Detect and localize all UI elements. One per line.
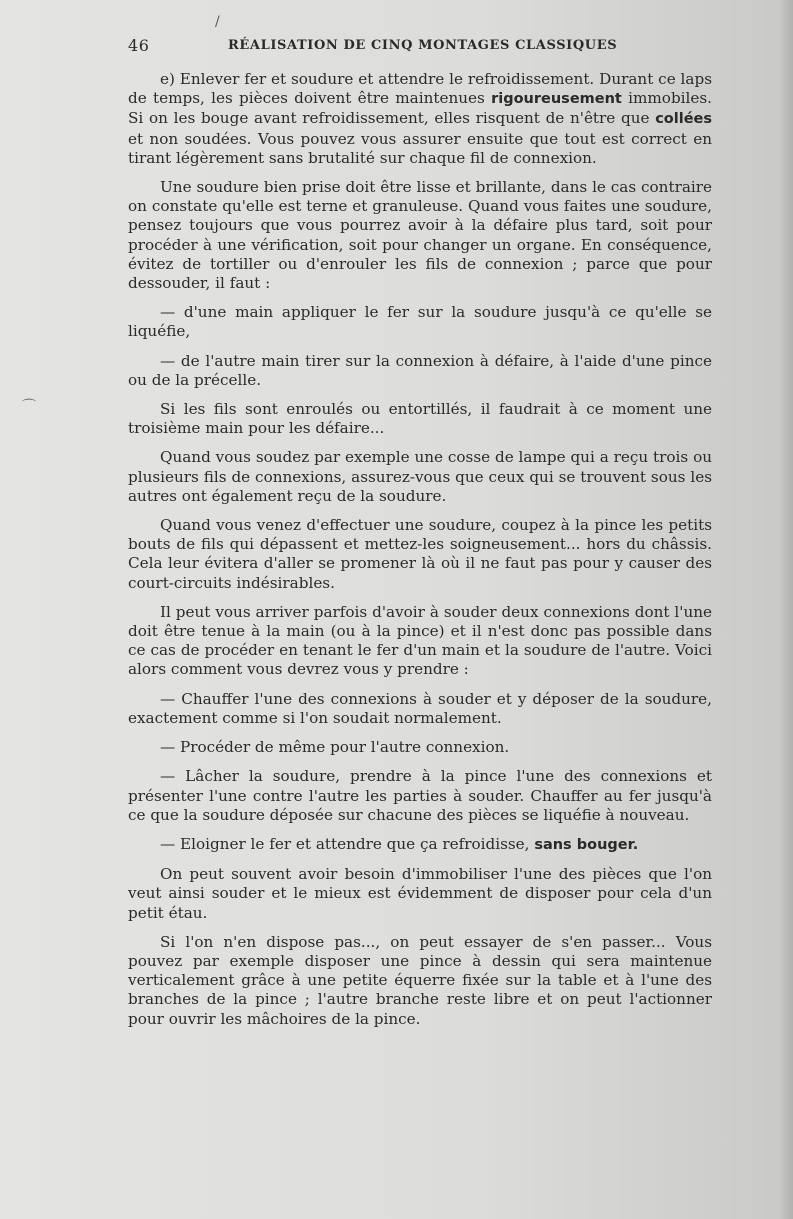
text-run: — d'une main appliquer le fer sur la soudure jusqu'à ce qu'elle se liquéfie, (128, 303, 712, 341)
text-run: Quand vous soudez par exemple une cosse de lampe qui a reçu trois ou plusieurs fils de connexions, assurez-vous que ceux qui se trouvent sous les autres ont également reçu de la soudure. (128, 448, 712, 505)
text-run: et non soudées. Vous pouvez vous assurer ensuite que tout est correct en tirant légèrement sans brutalité sur chaque fil de connexion. (128, 129, 712, 167)
bold-text: collées (655, 111, 712, 128)
margin-mark: ⌒ (22, 399, 36, 415)
paragraph (128, 933, 712, 1029)
paragraph (128, 690, 712, 728)
paragraph (128, 738, 712, 757)
text-run: Si les fils sont enroulés ou entortillés, il faudrait à ce moment une troisième main pour les défaire... (128, 400, 712, 438)
page-number: 46 (128, 36, 150, 55)
text-run: Quand vous venez d'effectuer une soudure, coupez à la pince les petits bouts de fils qui dépassent et mettez-les soigneusement... hors du châssis. Cela leur évitera d'aller se promener là où il ne faut pas pour y causer des court-circuits indésirables. (128, 516, 712, 592)
text-run: Une soudure bien prise doit être lisse et brillante, dans le cas contraire on constate qu'elle est terne et granuleuse. Quand vous faites une soudure, pensez toujours que vous pourrez avoir à la défaire plus tard, soit pour procéder à une vérification, soit pour changer un organe. En conséquence, évitez de tortiller ou d'enrouler les fils de connexion ; parce que pour dessouder, il faut : (128, 178, 712, 293)
stray-mark: / (215, 14, 220, 30)
text-run: immobiles. Si on les bouge avant refroidissement, elles risquent de n'être que (128, 89, 712, 128)
paragraph (128, 835, 712, 855)
text-run: — de l'autre main tirer sur la connexion à défaire, à l'aide d'une pince ou de la précelle. (128, 351, 712, 389)
paragraph (128, 352, 712, 390)
paragraph (128, 400, 712, 438)
text-run: — Procéder de même pour l'autre connexion. (160, 738, 510, 757)
text-run: — Chauffer l'une des connexions à souder et y déposer de la soudure, exactement comme si l'on soudait normalement. (128, 689, 712, 727)
paragraph (128, 865, 712, 923)
bold-text: rigoureusement (491, 91, 622, 108)
text-run: On peut souvent avoir besoin d'immobiliser l'une des pièces que l'on veut ainsi souder et le mieux est évidemment de disposer pour cela d'un petit étau. (128, 865, 712, 922)
bold-text: sans bouger. (534, 836, 639, 853)
text-run: — Eloigner le fer et attendre que ça refroidisse, (160, 834, 535, 853)
paragraph (128, 603, 712, 680)
paragraph (128, 70, 712, 168)
running-title: RÉALISATION DE CINQ MONTAGES CLASSIQUES (228, 38, 618, 53)
paragraph (128, 178, 712, 293)
paragraph (128, 516, 712, 593)
page-edge-shadow (779, 0, 793, 1219)
text-run: e) Enlever fer et soudure et attendre le refroidissement. Durant ce laps de temps, les pièces doivent être maintenues (128, 70, 712, 108)
body-text (128, 70, 712, 1039)
paragraph (128, 767, 712, 825)
paragraph (128, 448, 712, 506)
paragraph (128, 303, 712, 341)
text-run: — Lâcher la soudure, prendre à la pince l'une des connexions et présenter l'une contre l'autre les parties à souder. Chauffer au fer jusqu'à ce que la soudure déposée sur chacune des pièces se liquéfie à nouveau. (128, 767, 712, 824)
text-run: Il peut vous arriver parfois d'avoir à souder deux connexions dont l'une doit être tenue à la main (ou à la pince) et il n'est donc pas possible dans ce cas de procéder en tenant le fer d'un main et la soudure de l'autre. Voici alors comment vous devrez vous y prendre : (128, 602, 712, 679)
text-run: Si l'on n'en dispose pas..., on peut essayer de s'en passer... Vous pouvez par exemple disposer une pince à dessin qui sera maintenue verticalement grâce à une petite équerre fixée sur la table et à l'une des branches de la pince ; l'autre branche reste libre et on peut l'actionner pour ouvrir les mâchoires de la pince. (128, 932, 712, 1028)
